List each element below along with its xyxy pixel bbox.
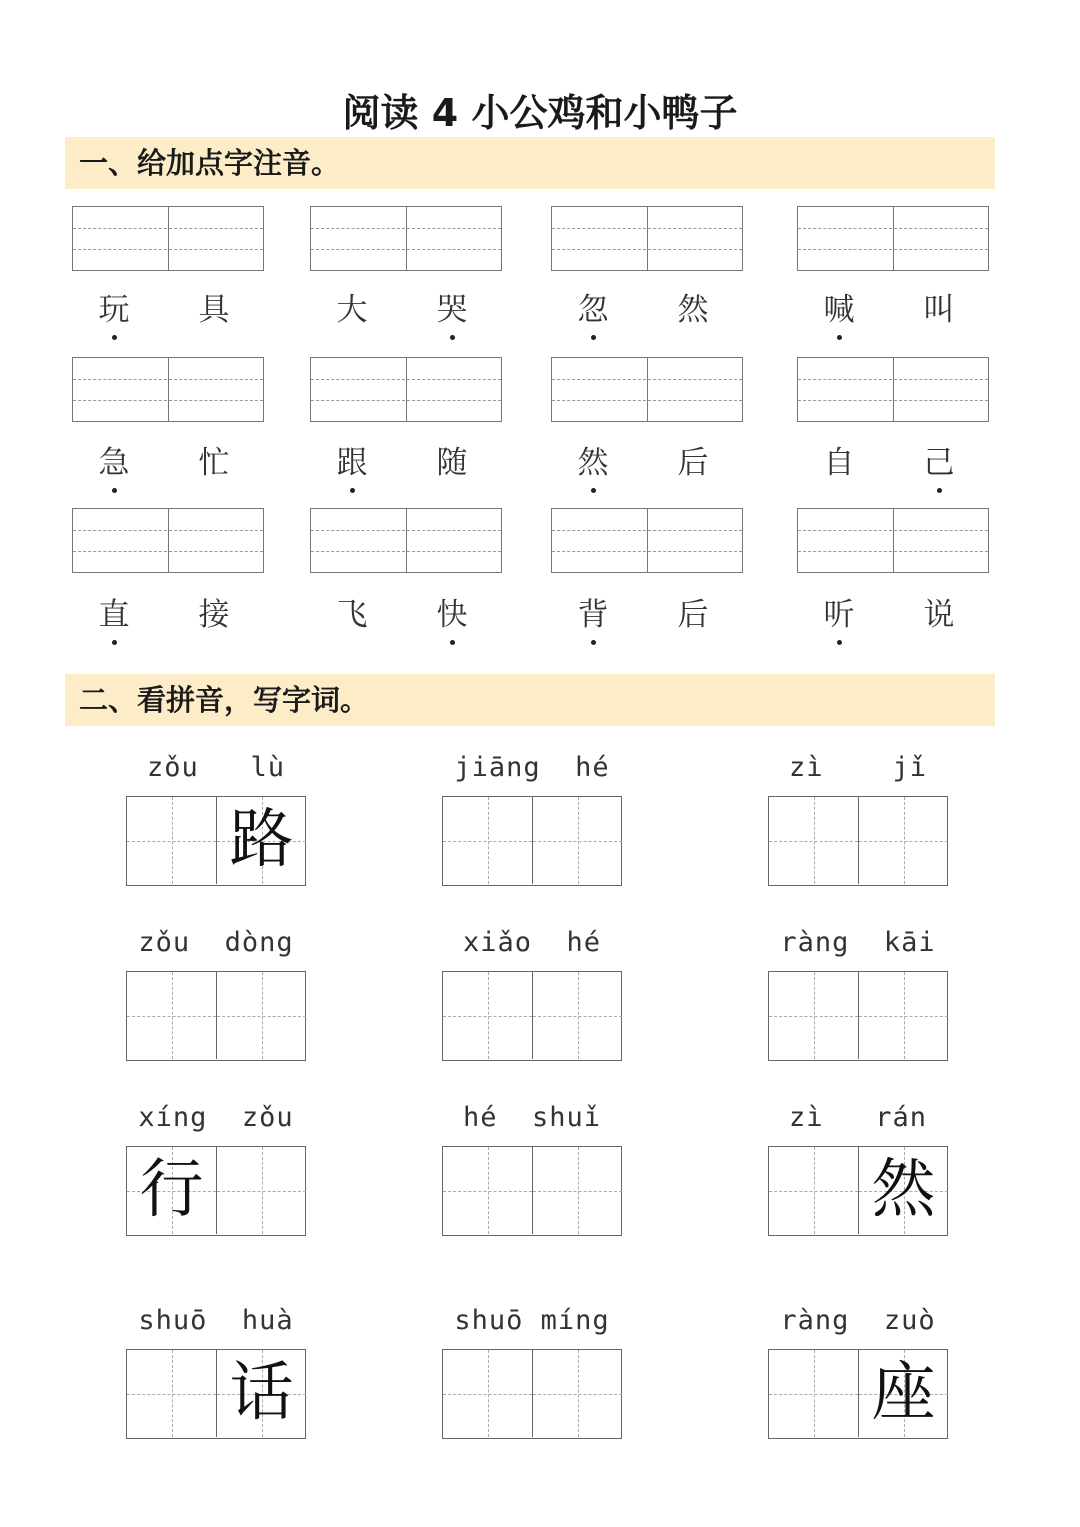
page-title: 阅读 4 小公鸡和小鸭子 (342, 91, 738, 135)
word-character: 跟 (332, 443, 372, 483)
word-character: 哭 (432, 290, 472, 330)
tianzige-writing-box[interactable] (442, 1146, 622, 1236)
written-character (443, 1147, 532, 1234)
tianzige-cell[interactable] (769, 797, 858, 884)
written-character (443, 1350, 532, 1437)
pinyin-prompt: xiǎo hé (462, 927, 602, 958)
tianzige-cell[interactable] (858, 797, 948, 884)
word-character: 然 (677, 292, 709, 328)
pinyin-answer-box[interactable] (310, 206, 502, 271)
tianzige-cell[interactable] (127, 1147, 216, 1234)
pinyin-prompt: zì jǐ (788, 752, 928, 783)
tianzige-cell[interactable] (858, 1350, 948, 1437)
word-character: 玩 (94, 290, 134, 330)
written-character (533, 1350, 622, 1437)
tianzige-cell[interactable] (769, 1147, 858, 1234)
word-character: 大 (336, 292, 368, 328)
tianzige-writing-box[interactable] (768, 796, 948, 886)
tianzige-cell[interactable] (443, 1147, 532, 1234)
tianzige-cell[interactable] (443, 797, 532, 884)
written-character (217, 972, 306, 1059)
word-character: 后 (677, 597, 709, 633)
tianzige-cell[interactable] (216, 797, 306, 884)
tianzige-cell[interactable] (443, 1350, 532, 1437)
pinyin-answer-box[interactable] (310, 357, 502, 422)
tianzige-writing-box[interactable] (442, 1349, 622, 1439)
word-character: 忙 (198, 445, 230, 481)
tianzige-cell[interactable] (216, 1350, 306, 1437)
word-character: 忽 (573, 290, 613, 330)
pinyin-prompt: zǒu dòng (138, 927, 294, 958)
pinyin-prompt: shuō míng (454, 1305, 610, 1336)
pinyin-prompt: zì rán (788, 1102, 928, 1133)
written-character (533, 797, 622, 884)
written-character (217, 1147, 306, 1234)
written-character (859, 797, 948, 884)
tianzige-writing-box[interactable] (442, 796, 622, 886)
tianzige-cell[interactable] (769, 1350, 858, 1437)
tianzige-writing-box[interactable] (126, 1349, 306, 1439)
pinyin-answer-box[interactable] (797, 508, 989, 573)
pinyin-prompt: hé shuǐ (462, 1102, 602, 1133)
word-character: 听 (819, 595, 859, 635)
word-character: 急 (94, 443, 134, 483)
pinyin-answer-box[interactable] (551, 508, 743, 573)
pinyin-answer-box[interactable] (551, 357, 743, 422)
written-character: 行 (139, 1153, 204, 1227)
written-character: 座 (871, 1356, 936, 1430)
tianzige-writing-box[interactable] (126, 971, 306, 1061)
word-character: 自 (823, 445, 855, 481)
tianzige-cell[interactable] (769, 972, 858, 1059)
pinyin-prompt: zǒu lù (146, 752, 286, 783)
section-2-heading: 二、看拼音，写字词。 (65, 674, 995, 726)
tianzige-cell[interactable] (127, 1350, 216, 1437)
word-character: 背 (573, 595, 613, 635)
written-character: 然 (871, 1153, 936, 1227)
pinyin-answer-box[interactable] (72, 357, 264, 422)
tianzige-writing-box[interactable] (126, 796, 306, 886)
written-character (533, 972, 622, 1059)
written-character (443, 797, 532, 884)
pinyin-prompt: jiāng hé (454, 752, 610, 783)
tianzige-cell[interactable] (532, 1147, 622, 1234)
written-character (533, 1147, 622, 1234)
pinyin-answer-box[interactable] (72, 206, 264, 271)
pinyin-answer-box[interactable] (310, 508, 502, 573)
tianzige-writing-box[interactable] (768, 1349, 948, 1439)
written-character (769, 797, 858, 884)
written-character: 路 (229, 803, 294, 877)
tianzige-cell[interactable] (216, 1147, 306, 1234)
written-character (127, 797, 216, 884)
pinyin-answer-box[interactable] (551, 206, 743, 271)
pinyin-prompt: shuō huà (138, 1305, 294, 1336)
tianzige-cell[interactable] (858, 1147, 948, 1234)
written-character (443, 972, 532, 1059)
word-character: 直 (94, 595, 134, 635)
tianzige-writing-box[interactable] (768, 1146, 948, 1236)
word-character: 叫 (923, 292, 955, 328)
tianzige-cell[interactable] (443, 972, 532, 1059)
pinyin-prompt: xíng zǒu (138, 1102, 294, 1133)
pinyin-prompt: ràng zuò (780, 1305, 936, 1336)
pinyin-prompt: ràng kāi (780, 927, 936, 958)
tianzige-cell[interactable] (127, 972, 216, 1059)
word-character: 接 (198, 597, 230, 633)
pinyin-answer-box[interactable] (72, 508, 264, 573)
tianzige-writing-box[interactable] (126, 1146, 306, 1236)
written-character (859, 972, 948, 1059)
written-character: 话 (229, 1356, 294, 1430)
tianzige-cell[interactable] (532, 797, 622, 884)
word-character: 飞 (336, 597, 368, 633)
pinyin-answer-box[interactable] (797, 357, 989, 422)
tianzige-writing-box[interactable] (768, 971, 948, 1061)
tianzige-cell[interactable] (216, 972, 306, 1059)
written-character (769, 1147, 858, 1234)
tianzige-writing-box[interactable] (442, 971, 622, 1061)
tianzige-cell[interactable] (532, 1350, 622, 1437)
written-character (127, 1350, 216, 1437)
word-character: 说 (923, 597, 955, 633)
written-character (127, 972, 216, 1059)
written-character (769, 972, 858, 1059)
tianzige-cell[interactable] (127, 797, 216, 884)
pinyin-answer-box[interactable] (797, 206, 989, 271)
tianzige-cell[interactable] (858, 972, 948, 1059)
word-character: 具 (198, 292, 230, 328)
section-1-heading: 一、给加点字注音。 (65, 137, 995, 189)
word-character: 随 (436, 445, 468, 481)
written-character (769, 1350, 858, 1437)
word-character: 然 (573, 443, 613, 483)
word-character: 快 (432, 595, 472, 635)
word-character: 后 (677, 445, 709, 481)
tianzige-cell[interactable] (532, 972, 622, 1059)
word-character: 己 (919, 443, 959, 483)
word-character: 喊 (819, 290, 859, 330)
